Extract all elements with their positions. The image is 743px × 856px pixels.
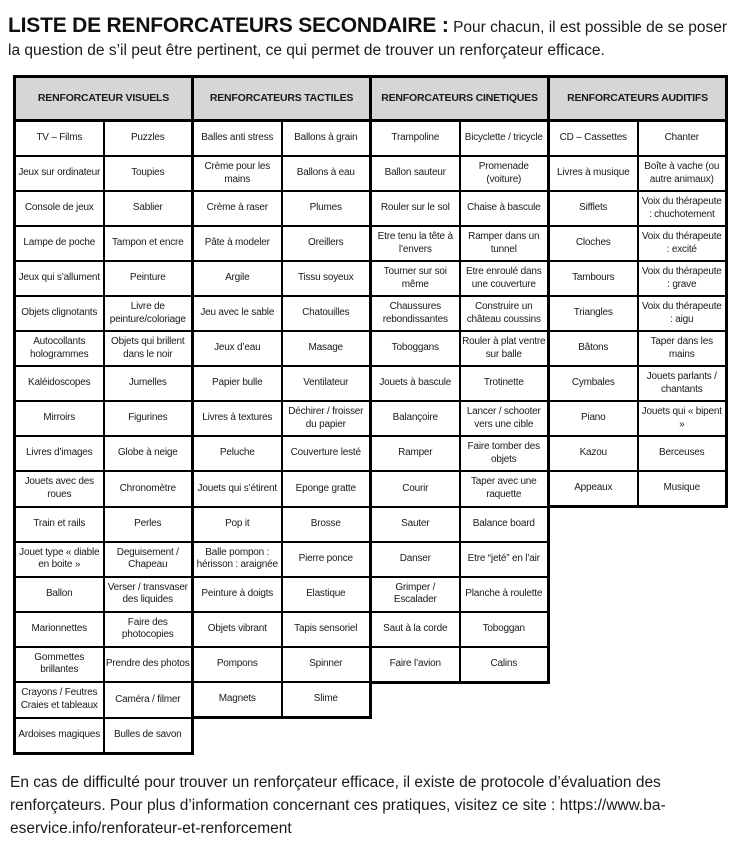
cell-r15-c1: Marionnettes: [15, 612, 104, 647]
cell-r16-c6: Calins: [460, 647, 549, 683]
cell-r5-c4: Tissu soyeux: [282, 261, 371, 296]
cell-r14-c6: Planche à roulette: [460, 577, 549, 612]
cell-r8-c4: Ventilateur: [282, 366, 371, 401]
cell-r13-c1: Jouet type « diable en boite »: [15, 542, 104, 577]
cell-r13-c2: Deguisement / Chapeau: [104, 542, 193, 577]
cell-r10-c8: Berceuses: [638, 436, 727, 471]
cell-r10-c6: Faire tomber des objets: [460, 436, 549, 471]
reinforcers-table: [13, 75, 728, 755]
cell-r5-c6: Etre enroulé dans une couverture: [460, 261, 549, 296]
cell-r8-c3: Papier bulle: [193, 366, 282, 401]
cell-r18-c2: Bulles de savon: [104, 718, 193, 754]
title-main: LISTE DE RENFORCATEURS SECONDAIRE :: [8, 14, 449, 37]
cell-r1-c1: TV – Films: [15, 121, 104, 157]
group-header-2: RENFORCATEURS TACTILES: [193, 77, 371, 121]
cell-r2-c7: Livres à musique: [549, 156, 638, 191]
cell-r16-c3: Pompons: [193, 647, 282, 683]
cell-r4-c6: Ramper dans un tunnel: [460, 226, 549, 261]
cell-r3-c3: Crème à raser: [193, 191, 282, 226]
empty-cell: [638, 507, 727, 542]
table-head: [15, 77, 727, 121]
cell-r10-c7: Kazou: [549, 436, 638, 471]
cell-r6-c1: Objets clignotants: [15, 296, 104, 331]
cell-r4-c2: Tampon et encre: [104, 226, 193, 261]
cell-r17-c2: Caméra / filmer: [104, 682, 193, 718]
title-subtitle: Pour chacun, il est possible de se poser la question de s’il peut être pertinent, ce qui permet de trouver un renforçateur efficace.: [8, 19, 728, 59]
empty-cell: [638, 647, 727, 683]
empty-cell: [638, 577, 727, 612]
cell-r7-c1: Autocollants hologrammes: [15, 331, 104, 366]
cell-r7-c7: Bâtons: [549, 331, 638, 366]
cell-r9-c5: Balançoire: [371, 401, 460, 436]
cell-r4-c7: Cloches: [549, 226, 638, 261]
cell-r6-c5: Chaussures rebondissantes: [371, 296, 460, 331]
cell-r6-c7: Triangles: [549, 296, 638, 331]
cell-r1-c2: Puzzles: [104, 121, 193, 157]
document-title: [8, 12, 735, 61]
empty-cell: [638, 542, 727, 577]
empty-cell: [371, 718, 460, 754]
cell-r15-c2: Faire des photocopies: [104, 612, 193, 647]
cell-r17-c1: Crayons / Feutres Craies et tableaux: [15, 682, 104, 718]
empty-cell: [460, 682, 549, 718]
cell-r2-c8: Boîte à vache (ou autre animaux): [638, 156, 727, 191]
cell-r9-c1: Mirroirs: [15, 401, 104, 436]
cell-r5-c5: Tourner sur soi même: [371, 261, 460, 296]
cell-r11-c5: Courir: [371, 471, 460, 507]
cell-r15-c4: Tapis sensoriel: [282, 612, 371, 647]
cell-r7-c4: Masage: [282, 331, 371, 366]
cell-r3-c1: Console de jeux: [15, 191, 104, 226]
cell-r5-c8: Voix du thérapeute : grave: [638, 261, 727, 296]
cell-r5-c2: Peinture: [104, 261, 193, 296]
group-header-1: RENFORCATEUR VISUELS: [15, 77, 193, 121]
cell-r3-c4: Plumes: [282, 191, 371, 226]
empty-cell: [282, 718, 371, 754]
cell-r13-c4: Pierre ponce: [282, 542, 371, 577]
cell-r11-c4: Eponge gratte: [282, 471, 371, 507]
cell-r12-c6: Balance board: [460, 507, 549, 542]
cell-r5-c7: Tambours: [549, 261, 638, 296]
cell-r13-c6: Etre “jeté” en l’air: [460, 542, 549, 577]
cell-r14-c4: Elastique: [282, 577, 371, 612]
table-body: [15, 121, 727, 754]
cell-r1-c3: Balles anti stress: [193, 121, 282, 157]
cell-r5-c1: Jeux qui s’allument: [15, 261, 104, 296]
cell-r6-c4: Chatouilles: [282, 296, 371, 331]
cell-r14-c5: Grimper / Escalader: [371, 577, 460, 612]
cell-r2-c1: Jeux sur ordinateur: [15, 156, 104, 191]
cell-r14-c3: Peinture à doigts: [193, 577, 282, 612]
cell-r4-c1: Lampe de poche: [15, 226, 104, 261]
empty-cell: [193, 718, 282, 754]
empty-cell: [638, 682, 727, 718]
cell-r16-c2: Prendre des photos: [104, 647, 193, 683]
cell-r1-c7: CD – Cassettes: [549, 121, 638, 157]
cell-r9-c4: Déchirer / froisser du papier: [282, 401, 371, 436]
cell-r10-c1: Livres d’images: [15, 436, 104, 471]
cell-r10-c3: Peluche: [193, 436, 282, 471]
empty-cell: [549, 682, 638, 718]
cell-r4-c5: Etre tenu la tête à l’envers: [371, 226, 460, 261]
cell-r8-c8: Jouets parlants / chantants: [638, 366, 727, 401]
cell-r6-c8: Voix du thérapeute : aigu: [638, 296, 727, 331]
cell-r6-c6: Construire un château coussins: [460, 296, 549, 331]
footer-text: En cas de difficulté pour trouver un renforçateur efficace, il existe de protocole d’évaluation des renforçateurs. Pour plus d’information concernant ces pratiques, visitez ce site :: [10, 773, 661, 814]
cell-r12-c3: Pop it: [193, 507, 282, 542]
cell-r7-c8: Taper dans les mains: [638, 331, 727, 366]
cell-r9-c8: Jouets qui « bipent »: [638, 401, 727, 436]
empty-cell: [549, 507, 638, 542]
cell-r18-c1: Ardoises magiques: [15, 718, 104, 754]
cell-r9-c3: Livres à textures: [193, 401, 282, 436]
empty-cell: [371, 682, 460, 718]
cell-r4-c3: Pâte à modeler: [193, 226, 282, 261]
cell-r3-c6: Chaise à bascule: [460, 191, 549, 226]
cell-r5-c3: Argile: [193, 261, 282, 296]
cell-r11-c2: Chronomètre: [104, 471, 193, 507]
cell-r12-c4: Brosse: [282, 507, 371, 542]
cell-r7-c2: Objets qui brillent dans le noir: [104, 331, 193, 366]
cell-r8-c6: Trotinette: [460, 366, 549, 401]
cell-r3-c8: Voix du thérapeute : chuchotement: [638, 191, 727, 226]
group-header-4: RENFORCATEURS AUDITIFS: [549, 77, 727, 121]
cell-r6-c3: Jeu avec le sable: [193, 296, 282, 331]
cell-r3-c7: Sifflets: [549, 191, 638, 226]
cell-r10-c5: Ramper: [371, 436, 460, 471]
cell-r13-c5: Danser: [371, 542, 460, 577]
empty-cell: [638, 612, 727, 647]
cell-r16-c5: Faire l’avion: [371, 647, 460, 683]
cell-r8-c5: Jouets à bascule: [371, 366, 460, 401]
empty-cell: [549, 647, 638, 683]
cell-r2-c3: Crème pour les mains: [193, 156, 282, 191]
footer-url: https://www.ba-eservice.info/renforateur-et-renforcement: [10, 796, 666, 838]
cell-r1-c6: Bicyclette / tricycle: [460, 121, 549, 157]
empty-cell: [549, 718, 638, 754]
cell-r14-c1: Ballon: [15, 577, 104, 612]
cell-r2-c6: Promenade (voiture): [460, 156, 549, 191]
empty-cell: [549, 577, 638, 612]
cell-r3-c5: Rouler sur le sol: [371, 191, 460, 226]
cell-r4-c8: Voix du thérapeute : excité: [638, 226, 727, 261]
cell-r12-c1: Train et rails: [15, 507, 104, 542]
cell-r1-c4: Ballons à grain: [282, 121, 371, 157]
cell-r7-c6: Rouler à plat ventre sur balle: [460, 331, 549, 366]
cell-r14-c2: Verser / transvaser des liquides: [104, 577, 193, 612]
cell-r12-c5: Sauter: [371, 507, 460, 542]
cell-r9-c2: Figurines: [104, 401, 193, 436]
empty-cell: [638, 718, 727, 754]
cell-r12-c2: Perles: [104, 507, 193, 542]
cell-r10-c4: Couverture lesté: [282, 436, 371, 471]
cell-r8-c2: Jumelles: [104, 366, 193, 401]
cell-r7-c5: Toboggans: [371, 331, 460, 366]
cell-r16-c1: Gommettes brillantes: [15, 647, 104, 683]
empty-cell: [460, 718, 549, 754]
cell-r3-c2: Sablier: [104, 191, 193, 226]
empty-cell: [549, 612, 638, 647]
cell-r15-c6: Toboggan: [460, 612, 549, 647]
cell-r6-c2: Livre de peinture/coloriage: [104, 296, 193, 331]
cell-r8-c1: Kaléidoscopes: [15, 366, 104, 401]
cell-r10-c2: Globe à neige: [104, 436, 193, 471]
cell-r17-c4: Slime: [282, 682, 371, 718]
footer-note: [10, 771, 733, 841]
cell-r16-c4: Spinner: [282, 647, 371, 683]
cell-r9-c6: Lancer / schooter vers une cible: [460, 401, 549, 436]
cell-r13-c3: Balle pompon : hérisson : araignée: [193, 542, 282, 577]
cell-r17-c3: Magnets: [193, 682, 282, 718]
cell-r11-c6: Taper avec une raquette: [460, 471, 549, 507]
cell-r2-c4: Ballons à eau: [282, 156, 371, 191]
cell-r11-c8: Musique: [638, 471, 727, 507]
cell-r8-c7: Cymbales: [549, 366, 638, 401]
cell-r15-c5: Saut à la corde: [371, 612, 460, 647]
cell-r11-c7: Appeaux: [549, 471, 638, 507]
cell-r1-c5: Trampoline: [371, 121, 460, 157]
cell-r11-c3: Jouets qui s’étirent: [193, 471, 282, 507]
cell-r15-c3: Objets vibrant: [193, 612, 282, 647]
cell-r9-c7: Piano: [549, 401, 638, 436]
cell-r7-c3: Jeux d’eau: [193, 331, 282, 366]
cell-r11-c1: Jouets avec des roues: [15, 471, 104, 507]
cell-r1-c8: Chanter: [638, 121, 727, 157]
cell-r4-c4: Oreillers: [282, 226, 371, 261]
empty-cell: [549, 542, 638, 577]
cell-r2-c2: Toupies: [104, 156, 193, 191]
cell-r2-c5: Ballon sauteur: [371, 156, 460, 191]
group-header-3: RENFORCATEURS CINETIQUES: [371, 77, 549, 121]
